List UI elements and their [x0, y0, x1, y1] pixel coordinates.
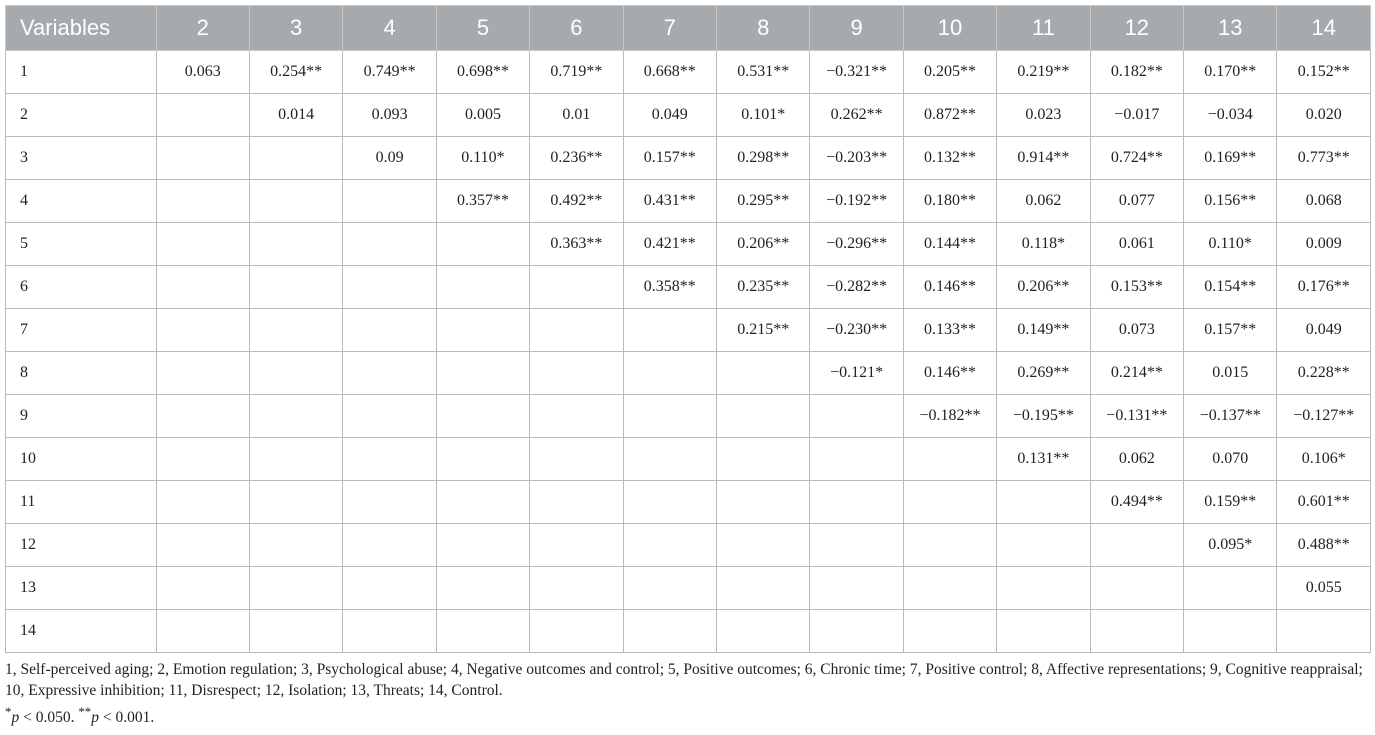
table-cell: 0.180** [903, 180, 996, 223]
table-cell [810, 481, 903, 524]
table-cell: 0.015 [1184, 352, 1277, 395]
table-cell [810, 524, 903, 567]
table-row [6, 180, 1371, 223]
header-col-9: 9 [810, 6, 903, 51]
table-cell: 0.152** [1277, 51, 1371, 94]
table-cell: 0.492** [530, 180, 623, 223]
row-label: 14 [6, 610, 157, 653]
table-cell: 0.020 [1277, 94, 1371, 137]
table-cell: 0.157** [1184, 309, 1277, 352]
table-cell: 0.235** [716, 266, 809, 309]
table-row [6, 610, 1371, 653]
table-cell: 0.062 [1090, 438, 1183, 481]
table-cell: 0.153** [1090, 266, 1183, 309]
table-cell: 0.206** [997, 266, 1090, 309]
table-cell [530, 481, 623, 524]
table-cell: 0.298** [716, 137, 809, 180]
table-cell: −0.137** [1184, 395, 1277, 438]
table-cell [436, 352, 529, 395]
table-cell: 0.176** [1277, 266, 1371, 309]
table-cell [249, 137, 342, 180]
row-label: 9 [6, 395, 157, 438]
table-cell: 0.049 [1277, 309, 1371, 352]
table-cell: 0.159** [1184, 481, 1277, 524]
table-cell: 0.219** [997, 51, 1090, 94]
table-cell [716, 481, 809, 524]
table-cell [249, 266, 342, 309]
table-cell [436, 567, 529, 610]
table-cell: 0.133** [903, 309, 996, 352]
table-cell: 0.431** [623, 180, 716, 223]
table-cell [249, 610, 342, 653]
row-label: 4 [6, 180, 157, 223]
header-col-7: 7 [623, 6, 716, 51]
table-cell: 0.106* [1277, 438, 1371, 481]
table-cell [156, 180, 249, 223]
table-cell: 0.262** [810, 94, 903, 137]
table-cell [623, 352, 716, 395]
table-cell: −0.121* [810, 352, 903, 395]
table-cell: 0.357** [436, 180, 529, 223]
row-label: 11 [6, 481, 157, 524]
header-col-4: 4 [343, 6, 436, 51]
table-cell [156, 438, 249, 481]
table-cell [1184, 610, 1277, 653]
table-cell [997, 481, 1090, 524]
table-cell [530, 352, 623, 395]
table-cell: 0.488** [1277, 524, 1371, 567]
table-cell: 0.070 [1184, 438, 1277, 481]
p-symbol-1: p [11, 709, 20, 727]
table-cell [156, 481, 249, 524]
table-cell: −0.127** [1277, 395, 1371, 438]
table-cell [436, 524, 529, 567]
table-cell [343, 352, 436, 395]
table-cell: 0.749** [343, 51, 436, 94]
table-cell: 0.205** [903, 51, 996, 94]
row-label: 3 [6, 137, 157, 180]
table-cell: −0.321** [810, 51, 903, 94]
table-cell: 0.773** [1277, 137, 1371, 180]
table-cell [530, 438, 623, 481]
table-cell [343, 266, 436, 309]
table-cell: 0.601** [1277, 481, 1371, 524]
table-cell: −0.017 [1090, 94, 1183, 137]
table-cell [530, 309, 623, 352]
row-label: 2 [6, 94, 157, 137]
table-cell: 0.228** [1277, 352, 1371, 395]
table-footnotes [5, 659, 1371, 728]
table-cell [156, 352, 249, 395]
table-cell: 0.872** [903, 94, 996, 137]
table-cell [436, 223, 529, 266]
table-cell [623, 610, 716, 653]
table-cell [343, 180, 436, 223]
table-cell: 0.093 [343, 94, 436, 137]
table-cell [436, 438, 529, 481]
table-cell [1277, 610, 1371, 653]
table-cell [156, 395, 249, 438]
table-cell: 0.146** [903, 352, 996, 395]
table-cell: 0.005 [436, 94, 529, 137]
table-cell [716, 352, 809, 395]
table-cell: 0.144** [903, 223, 996, 266]
table-cell [156, 137, 249, 180]
header-row [6, 6, 1371, 51]
table-cell [343, 610, 436, 653]
table-cell: 0.063 [156, 51, 249, 94]
table-cell [249, 395, 342, 438]
table-cell: −0.282** [810, 266, 903, 309]
table-cell: −0.192** [810, 180, 903, 223]
table-cell [156, 223, 249, 266]
header-col-5: 5 [436, 6, 529, 51]
table-cell: 0.668** [623, 51, 716, 94]
table-cell: 0.214** [1090, 352, 1183, 395]
header-variables: Variables [6, 6, 157, 51]
table-cell [249, 352, 342, 395]
table-cell: 0.073 [1090, 309, 1183, 352]
table-cell: 0.914** [997, 137, 1090, 180]
table-cell [997, 567, 1090, 610]
table-cell: −0.034 [1184, 94, 1277, 137]
table-cell [716, 438, 809, 481]
table-cell [249, 481, 342, 524]
significance-note [5, 701, 1371, 728]
table-row [6, 524, 1371, 567]
table-cell: 0.154** [1184, 266, 1277, 309]
table-cell [716, 524, 809, 567]
table-cell: 0.009 [1277, 223, 1371, 266]
table-cell: 0.149** [997, 309, 1090, 352]
row-label: 10 [6, 438, 157, 481]
table-cell [623, 395, 716, 438]
table-cell: 0.068 [1277, 180, 1371, 223]
table-cell: 0.169** [1184, 137, 1277, 180]
table-cell: 0.101* [716, 94, 809, 137]
table-cell [623, 309, 716, 352]
table-row [6, 137, 1371, 180]
header-col-14: 14 [1277, 6, 1371, 51]
row-label: 8 [6, 352, 157, 395]
table-cell: 0.698** [436, 51, 529, 94]
table-cell: 0.156** [1184, 180, 1277, 223]
table-cell [810, 567, 903, 610]
table-cell: 0.118* [997, 223, 1090, 266]
table-cell: 0.131** [997, 438, 1090, 481]
table-cell: 0.014 [249, 94, 342, 137]
table-cell [716, 395, 809, 438]
table-cell: −0.203** [810, 137, 903, 180]
table-cell: 0.110* [436, 137, 529, 180]
table-cell [530, 524, 623, 567]
table-cell [530, 567, 623, 610]
row-label: 6 [6, 266, 157, 309]
table-cell: 0.049 [623, 94, 716, 137]
table-cell [343, 524, 436, 567]
table-cell [249, 438, 342, 481]
table-cell: 0.206** [716, 223, 809, 266]
table-cell: 0.719** [530, 51, 623, 94]
table-cell: 0.055 [1277, 567, 1371, 610]
table-cell [1184, 567, 1277, 610]
row-label: 13 [6, 567, 157, 610]
table-cell [436, 610, 529, 653]
sig-marker-2: ** [78, 704, 92, 719]
table-cell: 0.146** [903, 266, 996, 309]
table-cell: −0.195** [997, 395, 1090, 438]
table-cell [1090, 567, 1183, 610]
table-row [6, 94, 1371, 137]
header-col-3: 3 [249, 6, 342, 51]
table-row [6, 481, 1371, 524]
header-col-11: 11 [997, 6, 1090, 51]
table-cell [623, 567, 716, 610]
table-cell: −0.230** [810, 309, 903, 352]
table-cell: 0.295** [716, 180, 809, 223]
table-cell: −0.296** [810, 223, 903, 266]
table-cell [249, 223, 342, 266]
table-cell [997, 610, 1090, 653]
table-cell: 0.110* [1184, 223, 1277, 266]
table-cell [343, 481, 436, 524]
table-cell [810, 610, 903, 653]
table-cell: 0.358** [623, 266, 716, 309]
table-cell: 0.421** [623, 223, 716, 266]
table-cell: 0.01 [530, 94, 623, 137]
table-cell [343, 223, 436, 266]
table-cell [810, 395, 903, 438]
table-cell [903, 481, 996, 524]
table-cell [156, 309, 249, 352]
table-cell: −0.182** [903, 395, 996, 438]
table-cell [156, 524, 249, 567]
table-cell [1090, 524, 1183, 567]
table-cell [343, 438, 436, 481]
table-cell: 0.061 [1090, 223, 1183, 266]
table-cell: −0.131** [1090, 395, 1183, 438]
table-cell [903, 438, 996, 481]
table-cell: 0.531** [716, 51, 809, 94]
table-row [6, 51, 1371, 94]
table-cell [716, 567, 809, 610]
table-row [6, 223, 1371, 266]
table-cell: 0.132** [903, 137, 996, 180]
table-cell [903, 567, 996, 610]
table-cell [530, 266, 623, 309]
sig-threshold-1: < 0.050. [19, 709, 79, 727]
p-symbol-2: p [91, 709, 99, 727]
table-cell [436, 309, 529, 352]
table-row [6, 395, 1371, 438]
header-col-2: 2 [156, 6, 249, 51]
row-label: 1 [6, 51, 157, 94]
table-body [6, 51, 1371, 653]
table-cell [623, 481, 716, 524]
table-cell [156, 94, 249, 137]
header-col-10: 10 [903, 6, 996, 51]
header-col-6: 6 [530, 6, 623, 51]
table-cell: 0.215** [716, 309, 809, 352]
table-cell [623, 438, 716, 481]
table-cell [436, 266, 529, 309]
table-cell [530, 610, 623, 653]
table-cell: 0.062 [997, 180, 1090, 223]
correlation-table-container [5, 5, 1371, 653]
table-cell: 0.269** [997, 352, 1090, 395]
table-cell [903, 610, 996, 653]
sig-marker-1: * [5, 704, 12, 719]
correlation-table [5, 5, 1371, 653]
table-cell: 0.494** [1090, 481, 1183, 524]
table-row [6, 567, 1371, 610]
table-cell [530, 395, 623, 438]
row-label: 7 [6, 309, 157, 352]
table-cell [343, 567, 436, 610]
row-label: 12 [6, 524, 157, 567]
table-header [6, 6, 1371, 51]
table-cell [156, 567, 249, 610]
row-label: 5 [6, 223, 157, 266]
table-cell [810, 438, 903, 481]
table-cell: 0.170** [1184, 51, 1277, 94]
table-cell [249, 309, 342, 352]
table-row [6, 266, 1371, 309]
sig-threshold-2: < 0.001. [98, 709, 155, 727]
table-row [6, 309, 1371, 352]
variable-legend: 1, Self-perceived aging; 2, Emotion regulation; 3, Psychological abuse; 4, Negative outcomes and control; 5, Positive outcomes; 6, Chronic time; 7, Positive control; 8, Affective representations; 9, Cognitive reappraisal; 10, Expressive inhibition; 11, Disrespect; 12, Isolation; 13, Threats; 14, Control. [5, 661, 1363, 699]
table-cell [156, 266, 249, 309]
table-cell: 0.095* [1184, 524, 1277, 567]
table-cell: 0.182** [1090, 51, 1183, 94]
table-row [6, 438, 1371, 481]
table-cell [156, 610, 249, 653]
table-cell [343, 395, 436, 438]
header-col-12: 12 [1090, 6, 1183, 51]
table-cell [343, 309, 436, 352]
table-cell [903, 524, 996, 567]
table-cell: 0.157** [623, 137, 716, 180]
table-cell: 0.077 [1090, 180, 1183, 223]
table-cell: 0.363** [530, 223, 623, 266]
table-cell [436, 395, 529, 438]
table-cell [249, 180, 342, 223]
table-cell: 0.023 [997, 94, 1090, 137]
table-cell [1090, 610, 1183, 653]
table-cell [997, 524, 1090, 567]
table-cell [716, 610, 809, 653]
header-col-13: 13 [1184, 6, 1277, 51]
table-cell [249, 524, 342, 567]
table-cell [436, 481, 529, 524]
table-cell [623, 524, 716, 567]
header-col-8: 8 [716, 6, 809, 51]
table-cell: 0.724** [1090, 137, 1183, 180]
table-cell: 0.236** [530, 137, 623, 180]
table-cell: 0.09 [343, 137, 436, 180]
table-cell: 0.254** [249, 51, 342, 94]
table-cell [249, 567, 342, 610]
table-row [6, 352, 1371, 395]
